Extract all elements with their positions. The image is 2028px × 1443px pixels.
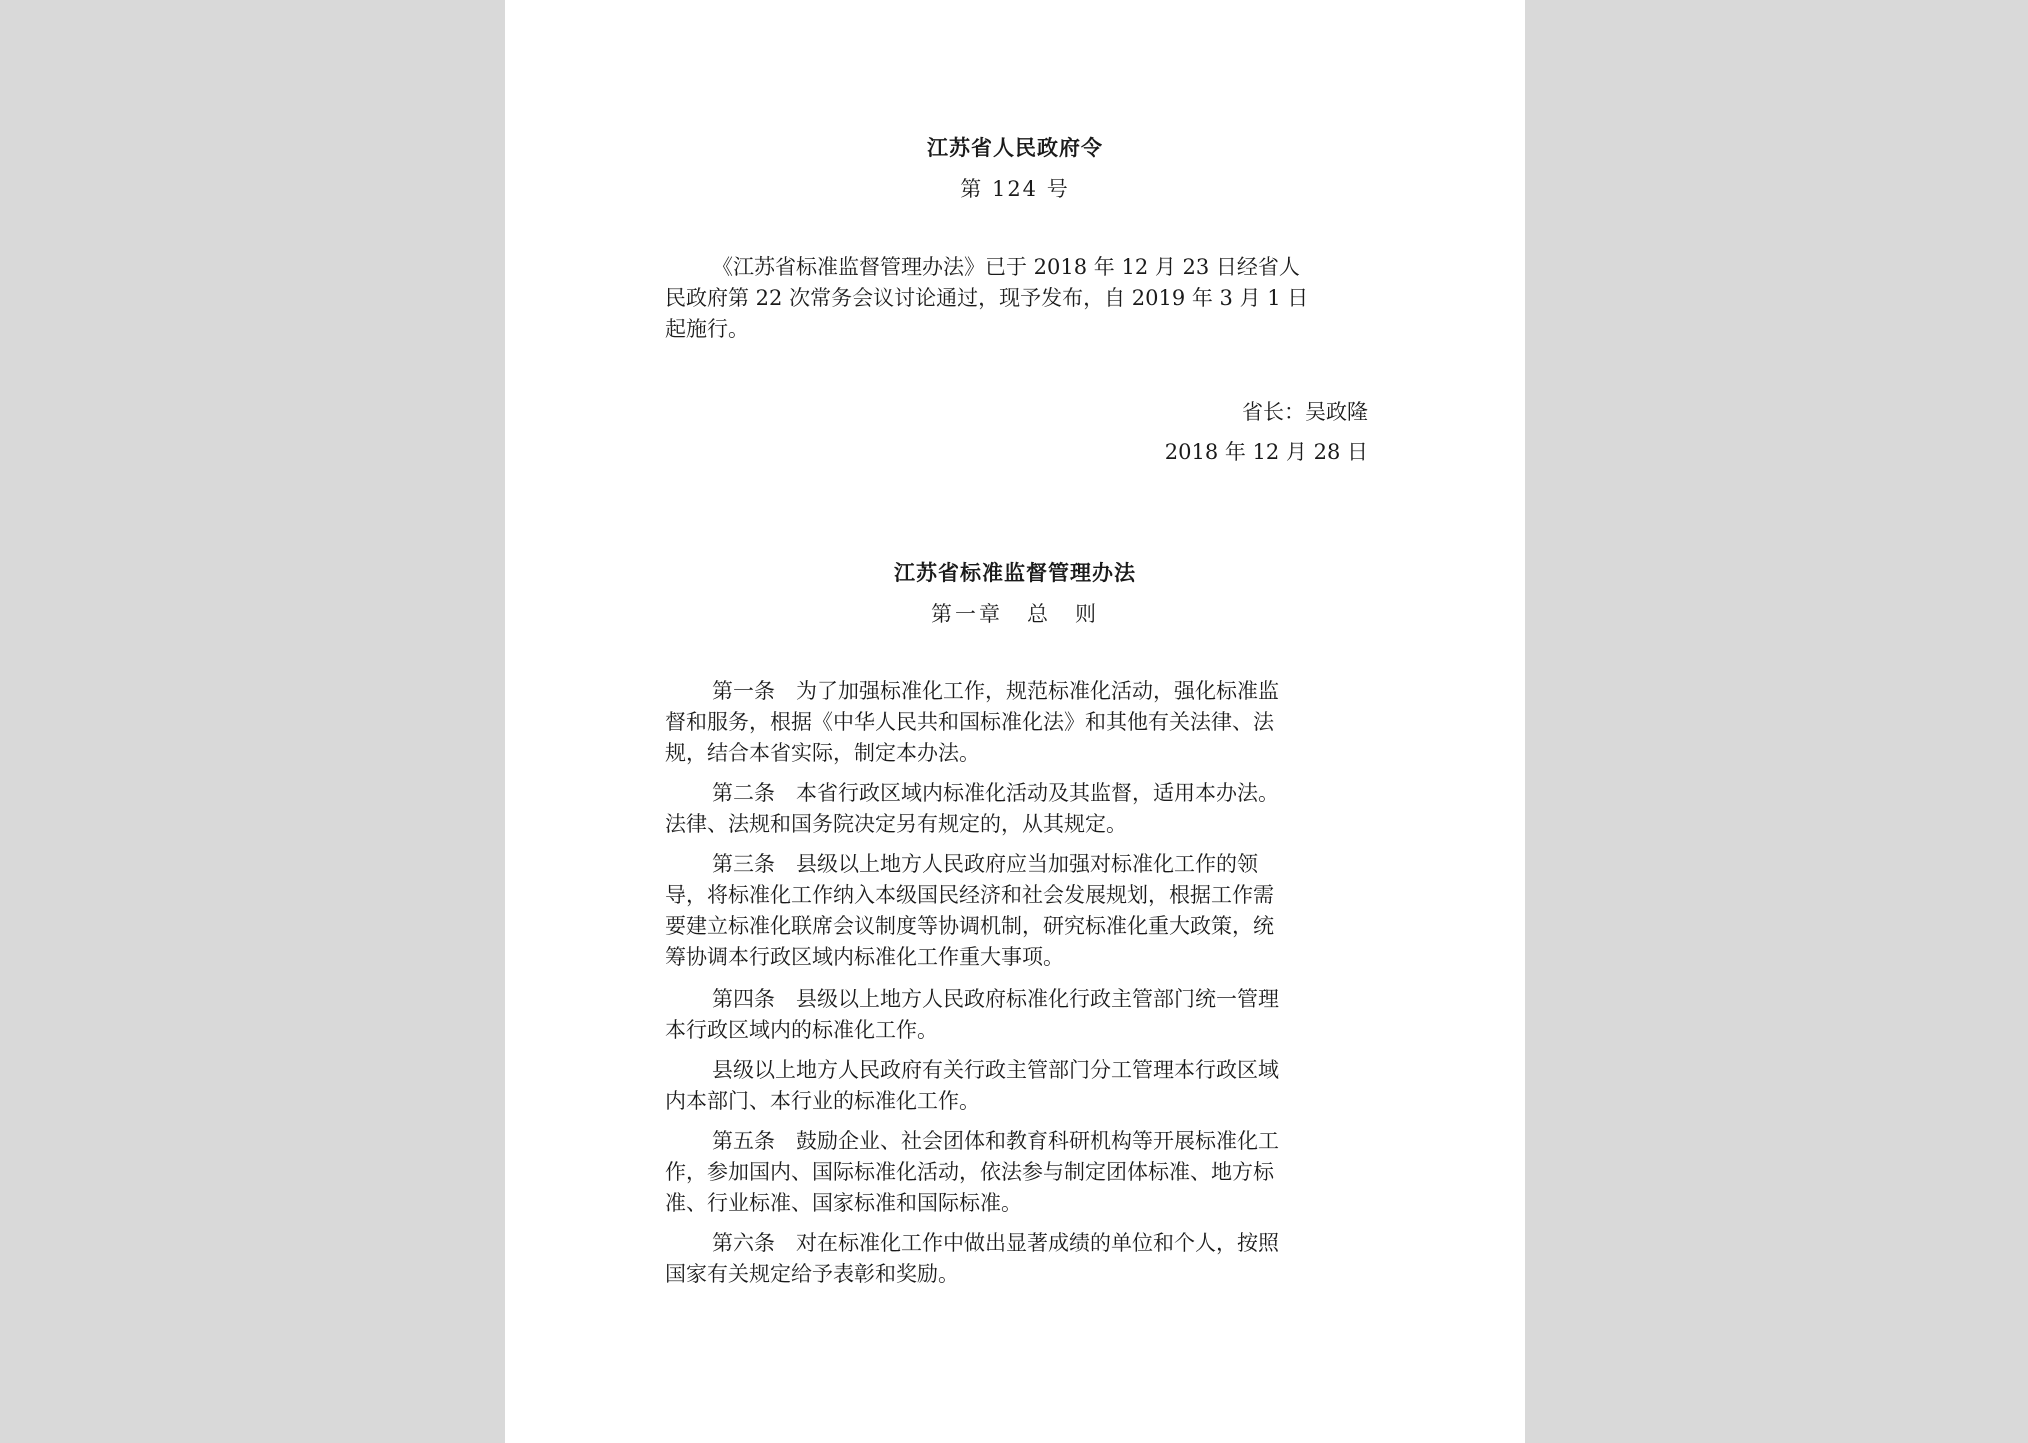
article-6 <box>665 1228 1371 1290</box>
article-line: 本行政区域内的标准化工作。 <box>665 1018 938 1042</box>
article-line: 内本部门、本行业的标准化工作。 <box>665 1089 980 1113</box>
article-line: 第三条 县级以上地方人民政府应当加强对标准化工作的领 <box>712 852 1258 876</box>
article-2 <box>665 778 1371 840</box>
article-4-paragraph-2 <box>665 1055 1371 1117</box>
article-line: 规，结合本省实际，制定本办法。 <box>665 741 980 765</box>
article-line: 准、行业标准、国家标准和国际标准。 <box>665 1191 1022 1215</box>
article-5 <box>665 1126 1371 1219</box>
article-line: 第六条 对在标准化工作中做出显著成绩的单位和个人，按照 <box>712 1231 1279 1255</box>
article-line: 督和服务，根据《中华人民共和国标准化法》和其他有关法律、法 <box>665 710 1274 734</box>
announcement-line: 《江苏省标准监督管理办法》已于 2018 年 12 月 23 日经省人 <box>712 255 1300 279</box>
announcement-line: 起施行。 <box>665 317 749 341</box>
order-title: 江苏省人民政府令 <box>927 135 1103 160</box>
article-line: 法律、法规和国务院决定另有规定的，从其规定。 <box>665 812 1127 836</box>
article-line: 筹协调本行政区域内标准化工作重大事项。 <box>665 945 1064 969</box>
article-line: 要建立标准化联席会议制度等协调机制，研究标准化重大政策，统 <box>665 914 1274 938</box>
article-line: 第四条 县级以上地方人民政府标准化行政主管部门统一管理 <box>712 987 1279 1011</box>
article-line: 县级以上地方人民政府有关行政主管部门分工管理本行政区域 <box>712 1058 1279 1082</box>
announcement-line: 民政府第 22 次常务会议讨论通过，现予发布，自 2019 年 3 月 1 日 <box>665 286 1309 310</box>
article-line: 作，参加国内、国际标准化活动，依法参与制定团体标准、地方标 <box>665 1160 1274 1184</box>
signing-date: 2018 年 12 月 28 日 <box>1164 440 1368 464</box>
chapter-heading: 第一章 总 则 <box>931 602 1099 626</box>
signer: 省长：吴政隆 <box>1242 400 1368 424</box>
article-line: 第五条 鼓励企业、社会团体和教育科研机构等开展标准化工 <box>712 1129 1279 1153</box>
article-3 <box>665 849 1371 973</box>
article-line: 第二条 本省行政区域内标准化活动及其监督，适用本办法。 <box>712 781 1279 805</box>
measures-title: 江苏省标准监督管理办法 <box>894 560 1136 585</box>
article-line: 第一条 为了加强标准化工作，规范标准化活动，强化标准监 <box>712 679 1279 703</box>
article-1 <box>665 676 1371 769</box>
article-line: 导，将标准化工作纳入本级国民经济和社会发展规划，根据工作需 <box>665 883 1274 907</box>
document-page <box>505 0 1525 1443</box>
article-4 <box>665 984 1371 1046</box>
article-line: 国家有关规定给予表彰和奖励。 <box>665 1262 959 1286</box>
announcement-paragraph <box>665 252 1371 345</box>
order-number: 第 124 号 <box>960 177 1070 201</box>
